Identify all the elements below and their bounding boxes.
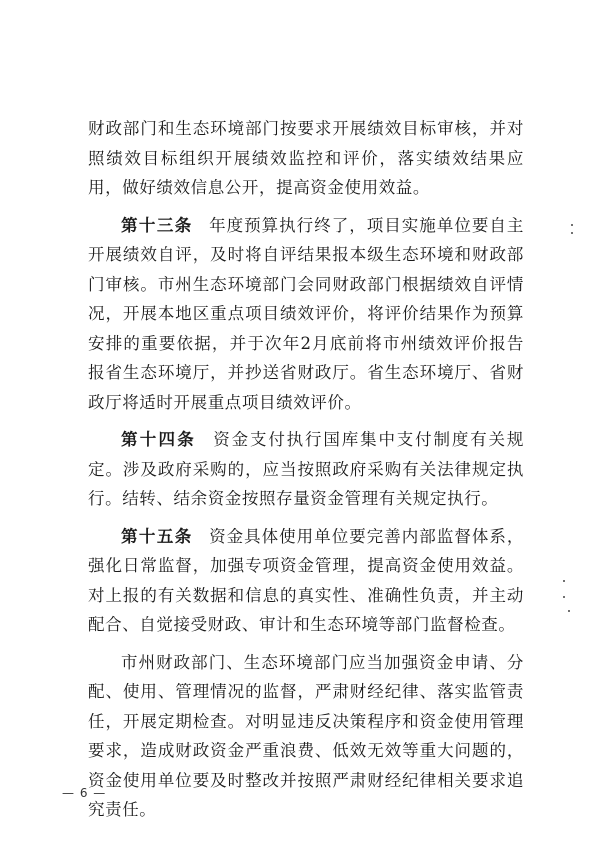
- paragraph-text: 资金具体使用单位要完善内部监督体系，强化日常监督，加强专项资金管理，提高资金使用效益。对上报的有关数据和信息的真实性、准确性负责，并主动配合、自觉接受财政、审计和生态环境等部门监督检查。: [88, 526, 524, 634]
- paragraph-text: 财政部门和生态环境部门按要求开展绩效目标审核，并对照绩效目标组织开展绩效监控和评价，落实绩效结果应用，做好绩效信息公开，提高资金使用效益。: [88, 119, 524, 197]
- scan-speck: [563, 596, 565, 598]
- scan-speck: [563, 580, 565, 582]
- paragraph-article-15: [88, 522, 524, 640]
- paragraph-text: 资金支付执行国库集中支付制度有关规定。涉及政府采购的，应当按照政府采购有关法律规定执行。结转、结余资金按照存量资金管理有关规定执行。: [88, 430, 525, 508]
- paragraph-continuation: [88, 114, 524, 203]
- paragraph-text: 市州财政部门、生态环境部门应当加强资金申请、分配、使用、管理情况的监督，严肃财经纪律、落实监管责任，开展定期检查。对明显违反决策程序和资金使用管理要求，造成财政资金严重浪费、低效无效等重大问题的，资金使用单位要及时整改并按照严肃财经纪律相关要求追究责任。: [88, 652, 524, 819]
- scan-speck: [568, 610, 570, 612]
- article-heading: 第十五条: [121, 526, 193, 546]
- page-number: — 6 —: [62, 786, 107, 800]
- paragraph-text: 年度预算执行终了，项目实施单位要自主开展绩效自评，及时将自评结果报本级生态环境和财政部门审核。市州生态环境部门会同财政部门根据绩效自评情况，开展本地区重点项目绩效评价，将评价结果作为预算安排的重要依据，并于次年2月底前将市州绩效评价报告报省生态环境厅，并抄送省财政厅。省生态环境厅、省财政厅将适时开展重点项目绩效评价。: [88, 215, 524, 412]
- scan-speck: [571, 224, 573, 226]
- article-heading: 第十四条: [121, 430, 197, 449]
- paragraph-supervision: [88, 648, 524, 825]
- article-heading: 第十三条: [121, 215, 193, 235]
- scan-speck: [571, 232, 573, 234]
- paragraph-article-14: [88, 425, 524, 514]
- paragraph-article-13: [88, 211, 524, 418]
- document-body: [88, 114, 524, 833]
